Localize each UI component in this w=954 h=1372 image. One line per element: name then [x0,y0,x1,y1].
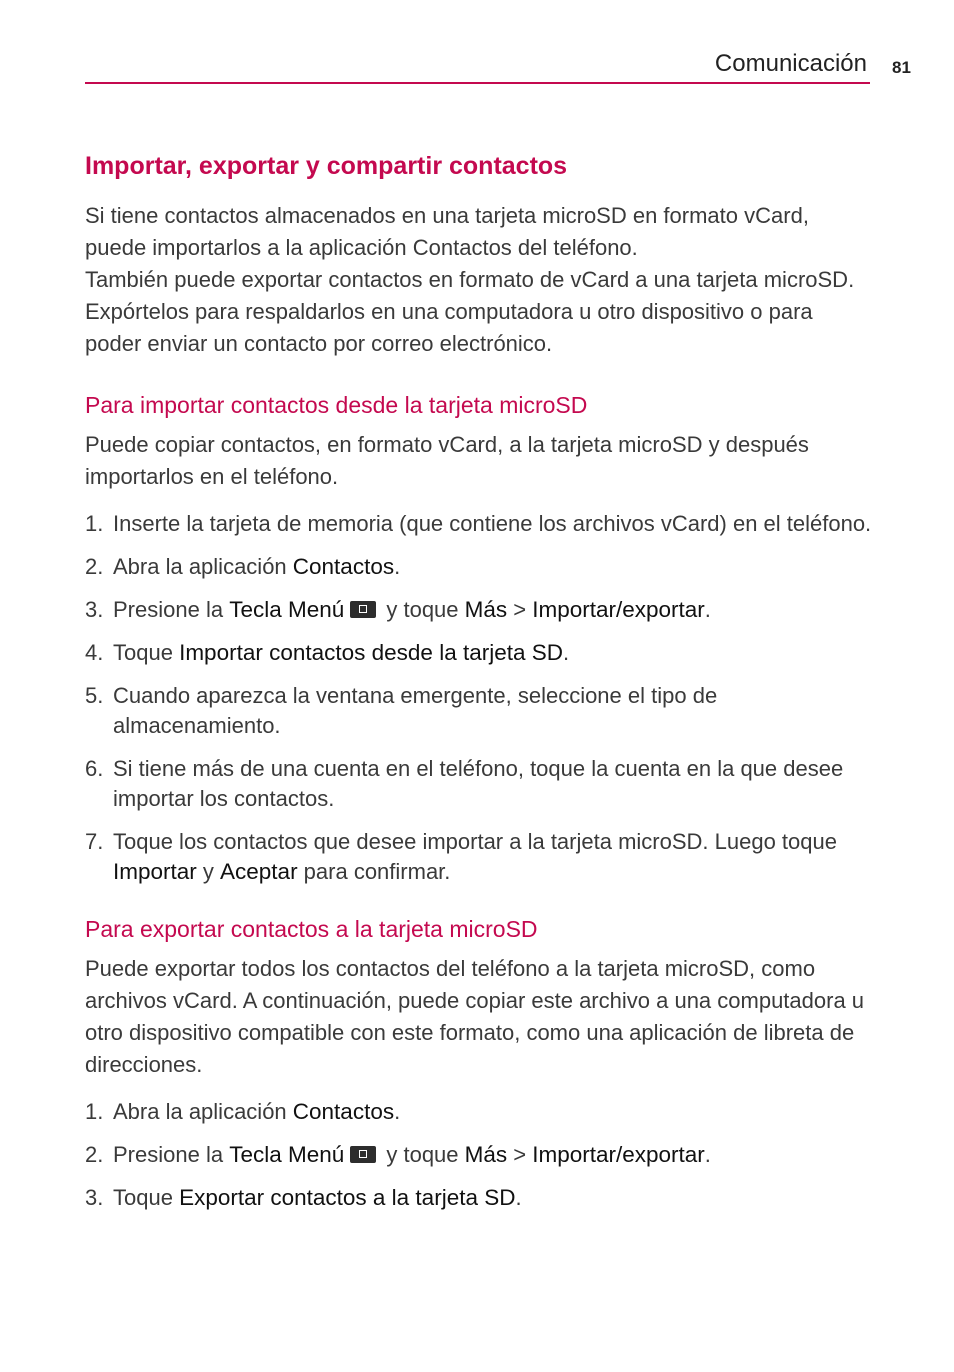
more-label: Más [464,597,508,622]
step-text: . [704,597,711,622]
page-title: Importar, exportar y compartir contactos [85,152,568,180]
step-number: 6. [85,756,104,781]
list-item [85,1097,875,1127]
import-heading: Para importar contactos desde la tarjeta microSD [85,392,588,418]
section-title: Comunicación [714,50,867,77]
import-description: Puede copiar contactos, en formato vCard, a la tarjeta microSD y después importarlos en el teléfono. [85,432,809,489]
import-export-label: Importar/exportar [532,1142,705,1167]
list-item [85,595,875,625]
export-to-sd-label: Exportar contactos a la tarjeta SD [179,1185,516,1210]
step-number: 1. [85,1099,104,1124]
step-text: y [196,859,221,884]
contacts-app-label: Contactos [292,1099,395,1124]
menu-key-label: Tecla Menú [229,1142,345,1167]
menu-key-icon [350,601,376,618]
step-text: Abra la aplicación [113,554,293,579]
step-number: 5. [85,683,104,708]
step-separator: > [507,1142,533,1167]
step-text: . [394,554,401,579]
step-text: . [515,1185,522,1210]
step-number: 3. [85,597,104,622]
step-text: Presione la [113,1142,230,1167]
list-item [85,681,875,741]
step-text: Si tiene más de una cuenta en el teléfono, toque la cuenta en la que desee importar los contactos. [113,756,844,811]
list-item [85,638,875,668]
export-steps [85,1097,875,1213]
step-text: . [704,1142,711,1167]
more-label: Más [464,1142,508,1167]
import-label: Importar [113,859,197,884]
list-item [85,509,875,539]
step-text: y toque [380,1142,465,1167]
step-text: y toque [380,597,465,622]
import-export-label: Importar/exportar [532,597,705,622]
step-text: Toque [113,1185,180,1210]
step-text: Abra la aplicación [113,1099,293,1124]
step-separator: > [507,597,533,622]
export-heading: Para exportar contactos a la tarjeta microSD [85,916,538,942]
step-text: Presione la [113,597,230,622]
import-steps [85,509,875,887]
import-from-sd-label: Importar contactos desde la tarjeta SD [179,640,564,665]
intro-paragraph-2: También puede exportar contactos en formato de vCard a una tarjeta microSD. Expórtelos para respaldarlos en una computadora u otro dispositivo o para poder enviar un contacto por correo electrónico. [85,267,855,356]
page-number: 81 [892,58,911,77]
step-number: 2. [85,554,104,579]
export-description: Puede exportar todos los contactos del teléfono a la tarjeta microSD, como archivos vCard. A continuación, puede copiar este archivo a una computadora u otro dispositivo compatible con este formato, como una aplicación de libreta de direcciones. [85,956,865,1077]
step-number: 7. [85,829,104,854]
step-text: para confirmar. [297,859,451,884]
step-number: 1. [85,511,104,536]
step-text: . [394,1099,401,1124]
step-number: 2. [85,1142,104,1167]
list-item [85,827,875,887]
menu-key-icon [350,1146,376,1163]
step-number: 3. [85,1185,104,1210]
step-text: Toque los contactos que desee importar a la tarjeta microSD. Luego toque [113,829,837,854]
page-header [85,48,870,84]
list-item [85,1183,875,1213]
list-item [85,1140,875,1170]
step-text: . [563,640,570,665]
step-number: 4. [85,640,104,665]
contacts-app-label: Contactos [292,554,395,579]
list-item [85,754,875,814]
menu-key-label: Tecla Menú [229,597,345,622]
step-text: Toque [113,640,180,665]
step-text: Inserte la tarjeta de memoria (que contiene los archivos vCard) en el teléfono. [113,511,872,536]
list-item [85,552,875,582]
step-text: Cuando aparezca la ventana emergente, seleccione el tipo de almacenamiento. [113,683,718,738]
intro-paragraph-1: Si tiene contactos almacenados en una tarjeta microSD en formato vCard, puede importarlos a la aplicación Contactos del teléfono. [85,203,809,260]
accept-label: Aceptar [220,859,298,884]
main-content [85,148,875,1213]
